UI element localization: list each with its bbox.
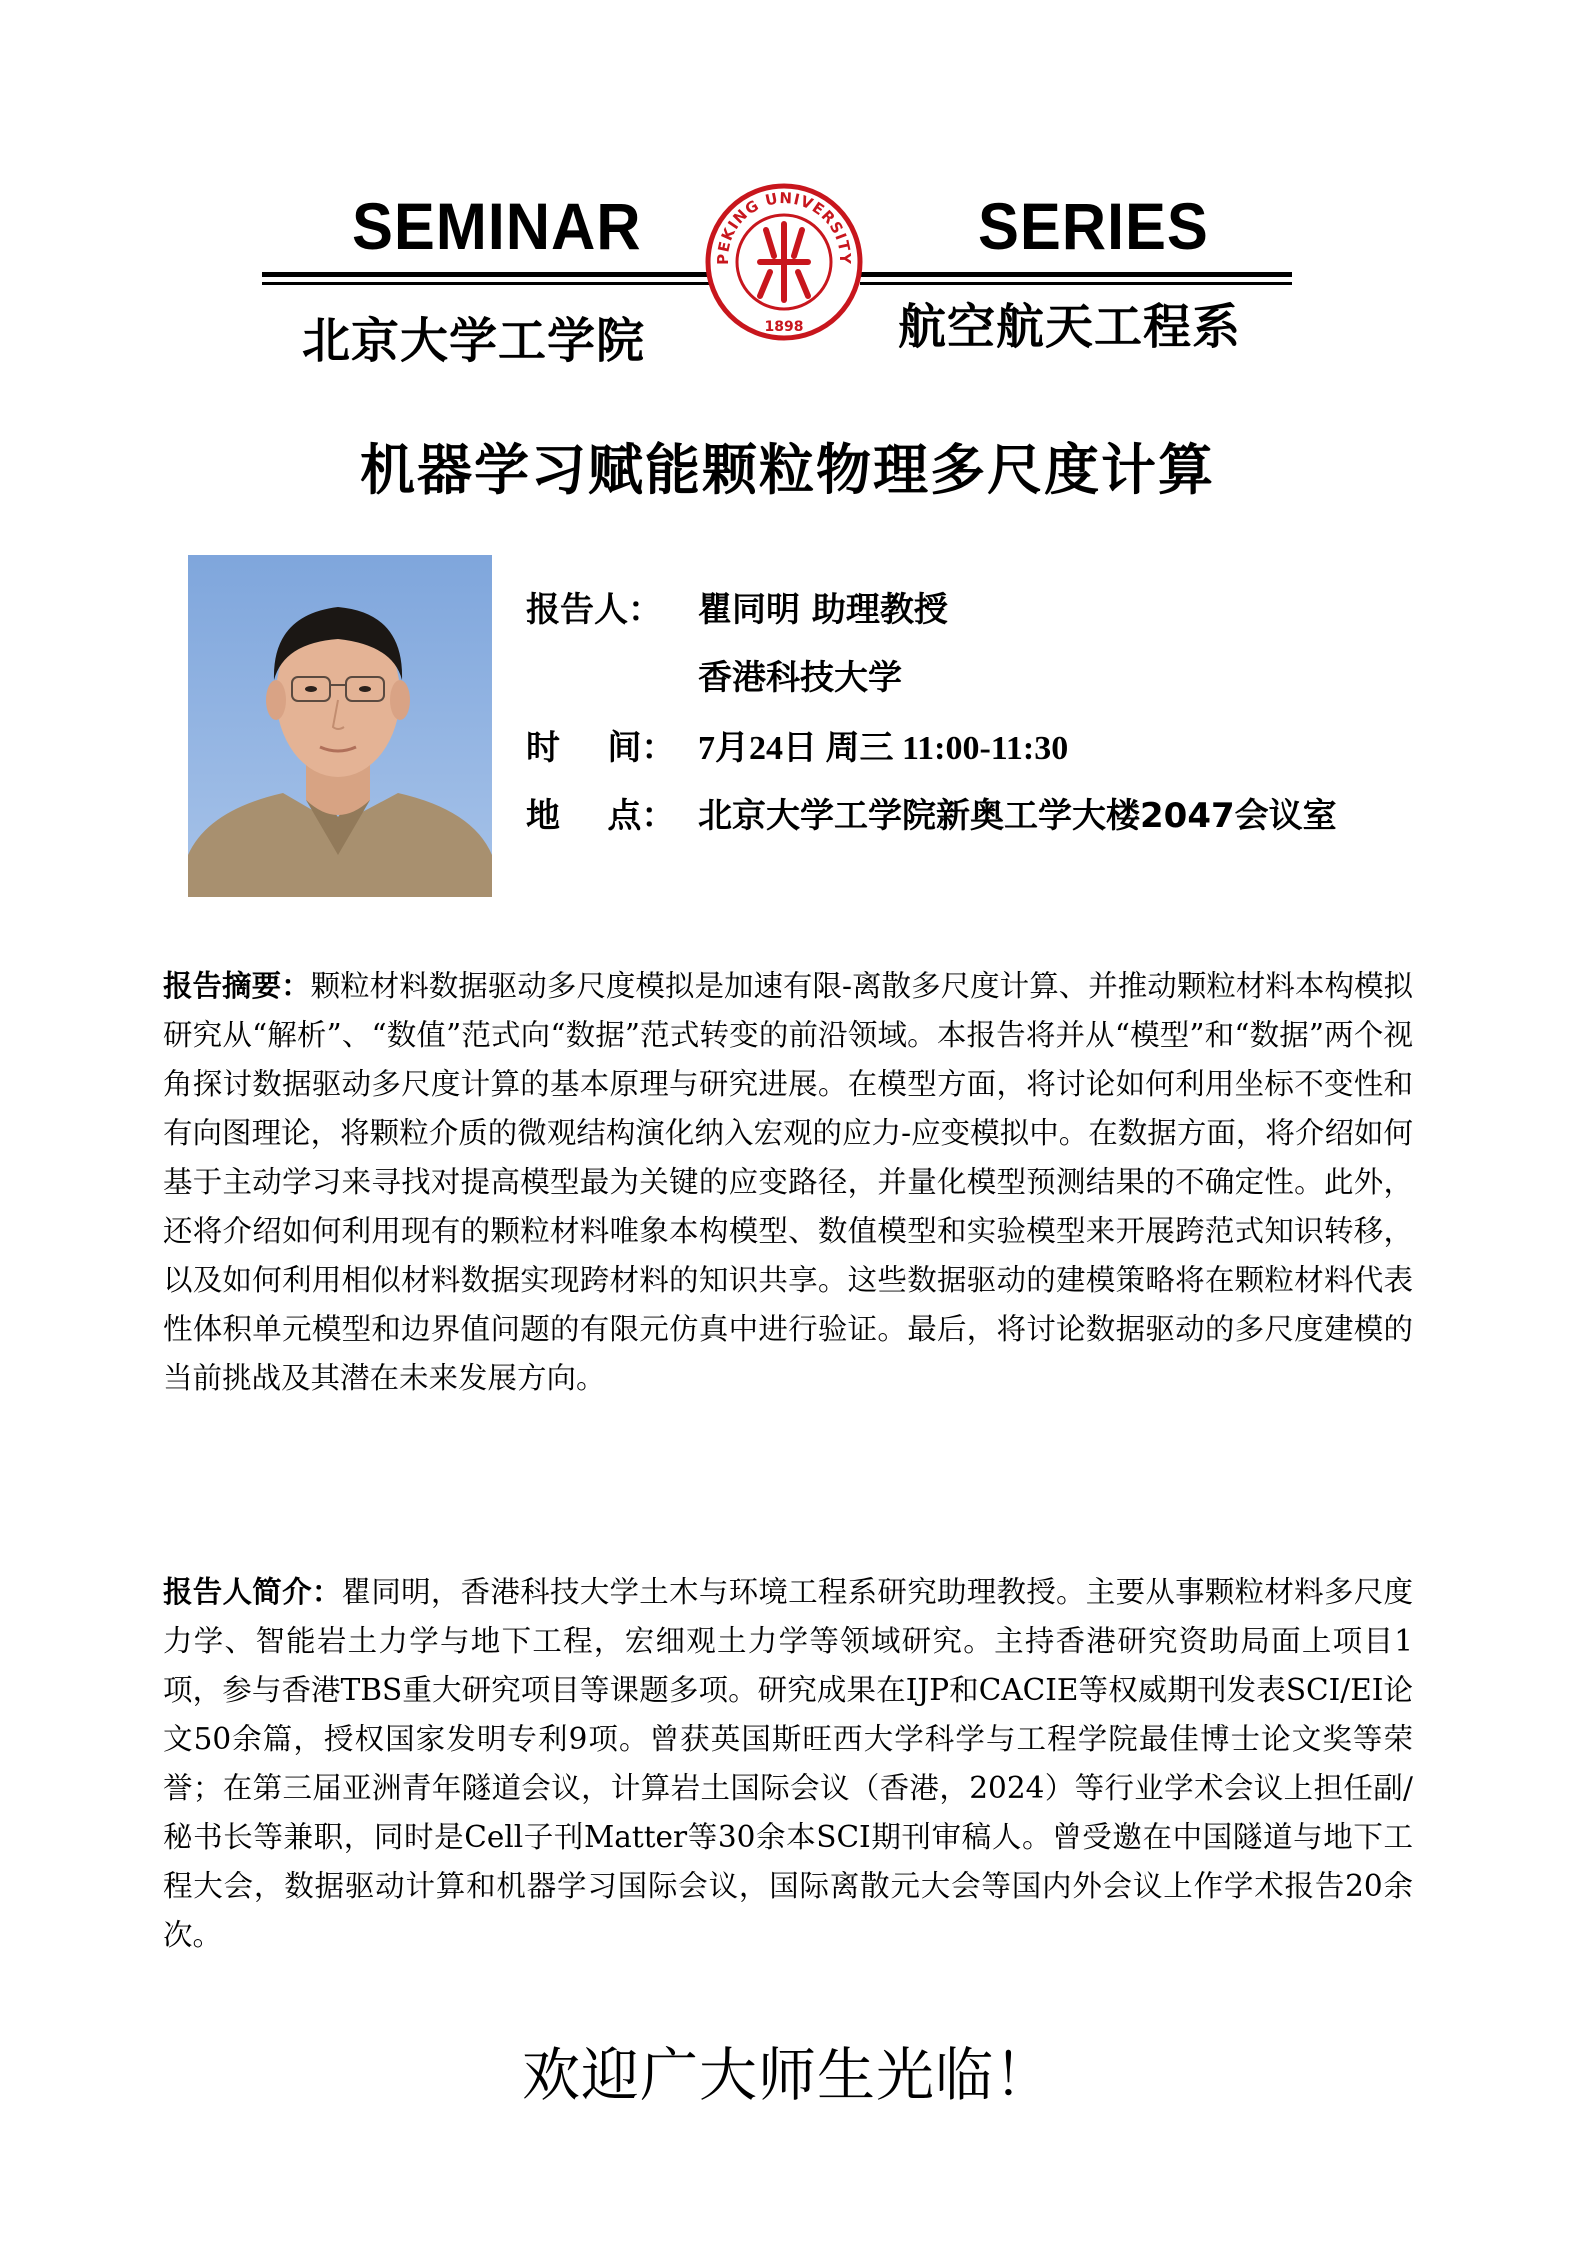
time-value: 7月24日 周三 11:00-11:30 bbox=[698, 730, 1069, 767]
abstract-paragraph bbox=[163, 962, 1413, 1403]
abstract-text: 颗粒材料数据驱动多尺度模拟是加速有限-离散多尺度计算、并推动颗粒材料本构模拟研究从“解析”、“数值”范式向“数据”范式转变的前沿领域。本报告将并从“模型”和“数据”两个视角探讨数据驱动多尺度计算的基本原理与研究进展。在模型方面，将讨论如何利用坐标不变性和有向图理论，将颗粒介质的微观结构演化纳入宏观的应力-应变模拟中。在数据方面，将介绍如何基于主动学习来寻找对提高模型最为关键的应变路径，并量化模型预测结果的不确定性。此外，还将介绍如何利用现有的颗粒材料唯象本构模型、数值模型和实验模型来开展跨范式知识转移，以及如何利用相似材料数据实现跨材料的知识共享。这些数据驱动的建模策略将在颗粒材料代表性体积单元模型和边界值问题的有限元仿真中进行验证。最后，将讨论数据驱动的多尺度建模的当前挑战及其潜在未来发展方向。 bbox=[163, 969, 1413, 1395]
abstract-label: 报告摘要： bbox=[163, 969, 311, 1003]
header-college: 北京大学工学院 bbox=[302, 313, 646, 369]
speaker-photo bbox=[188, 555, 492, 897]
seal-ring-text: PEKING UNIVERSITY bbox=[713, 188, 855, 265]
place-label: 地 点： bbox=[526, 796, 676, 836]
header-series: SERIES bbox=[978, 189, 1209, 263]
place-value: 北京大学工学院新奥工学大楼2047会议室 bbox=[698, 796, 1337, 836]
bio-paragraph bbox=[163, 1568, 1413, 1960]
time-label: 时 间： bbox=[526, 728, 676, 768]
welcome-message: 欢迎广大师生光临！ bbox=[521, 2041, 1053, 2109]
header-rule-right-2 bbox=[860, 282, 1292, 285]
seal-year: 1898 bbox=[764, 319, 804, 335]
header-seminar: SEMINAR bbox=[352, 189, 642, 263]
bio-label: 报告人简介： bbox=[163, 1575, 342, 1609]
header-rule-left bbox=[262, 272, 710, 277]
university-seal bbox=[704, 182, 864, 342]
bio-text: 瞿同明，香港科技大学土木与环境工程系研究助理教授。主要从事颗粒材料多尺度力学、智能岩土力学与地下工程，宏细观土力学等领域研究。主持香港研究资助局面上项目1项，参与香港TBS重大研究项目等课题多项。研究成果在IJP和CACIE等权威期刊发表SCI/EI论文50余篇，授权国家发明专利9项。曾获英国斯旺西大学科学与工程学院最佳博士论文奖等荣誉；在第三届亚洲青年隧道会议，计算岩土国际会议（香港，2024）等行业学术会议上担任副/秘书长等兼职，同时是Cell子刊Matter等30余本SCI期刊审稿人。曾受邀在中国隧道与地下工程大会，数据驱动计算和机器学习国际会议，国际离散元大会等国内外会议上作学术报告20余次。 bbox=[163, 1575, 1413, 1952]
speaker-label: 报告人： bbox=[526, 590, 662, 630]
speaker-name: 瞿同明 助理教授 bbox=[698, 590, 948, 630]
header-rule-right bbox=[860, 272, 1292, 277]
header-department: 航空航天工程系 bbox=[898, 299, 1242, 355]
speaker-affiliation: 香港科技大学 bbox=[698, 658, 902, 698]
seminar-title: 机器学习赋能颗粒物理多尺度计算 bbox=[359, 438, 1215, 502]
header-rule-left-2 bbox=[262, 282, 710, 285]
